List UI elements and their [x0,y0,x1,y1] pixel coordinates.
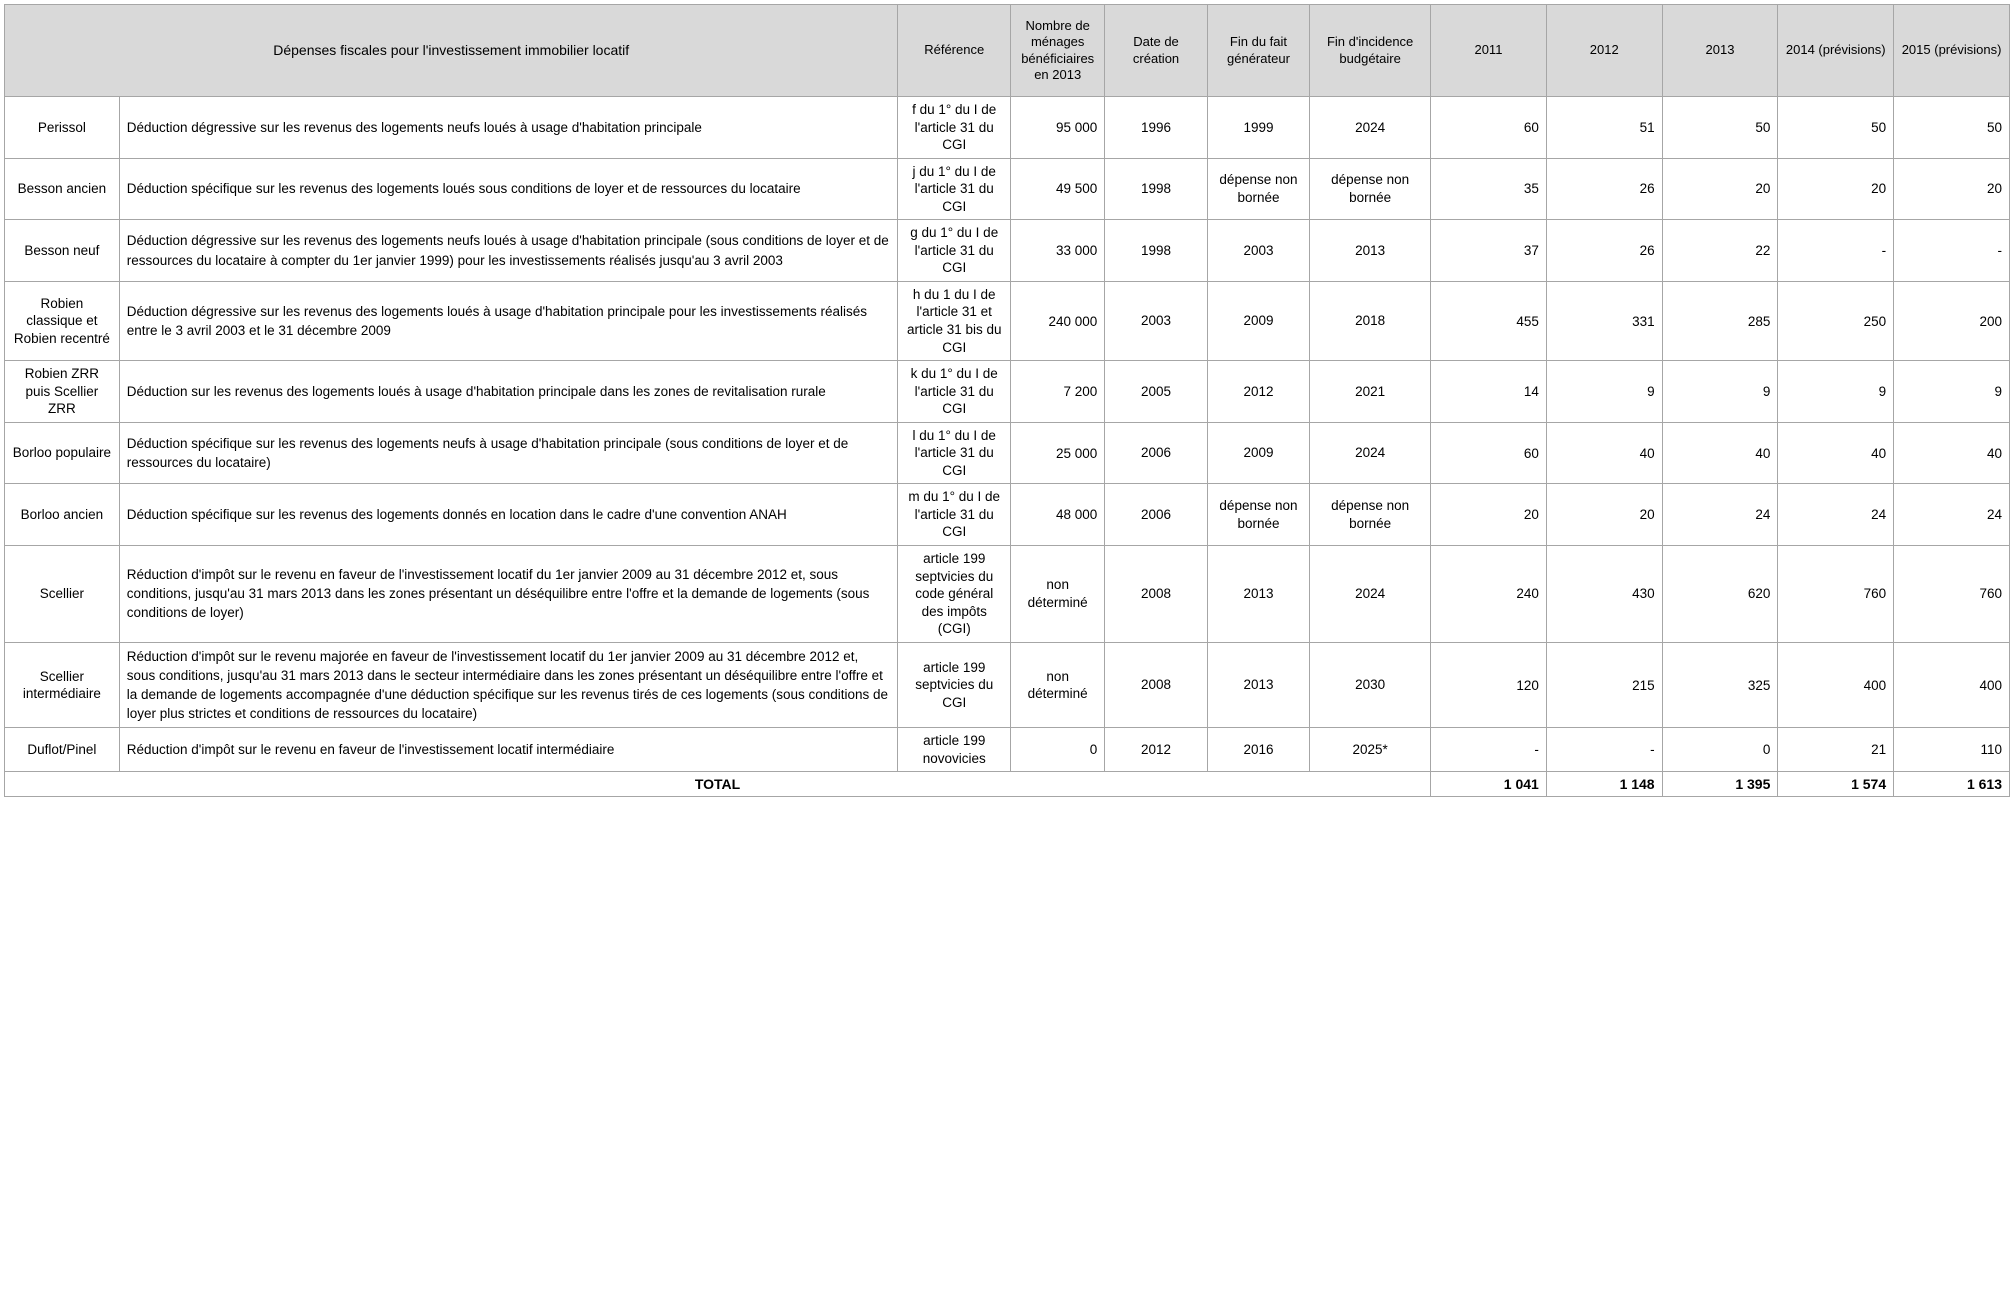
table-row [5,220,2010,282]
total-value-2013: 1 395 [1662,772,1778,797]
row-name: Robien classique et Robien recentré [5,281,120,360]
row-value-2013: 620 [1662,546,1778,643]
row-name: Borloo ancien [5,484,120,546]
row-description: Réduction d'impôt sur le revenu en faveur de l'investissement locatif du 1er janvier 2009 au 31 décembre 2012 et, sous conditions, jusqu'au 31 mars 2013 dans les zones présentant un déséquilibre entre l'offre et la demande de logements (sous conditions de loyer) [119,546,898,643]
row-fait-generateur: 2013 [1207,642,1309,728]
row-value-2015: 400 [1894,642,2010,728]
row-value-2014: 40 [1778,422,1894,484]
row-households: non déterminé [1011,642,1105,728]
row-value-2013: 24 [1662,484,1778,546]
row-value-2011: 60 [1431,97,1547,159]
table-row [5,97,2010,159]
row-value-2014: 760 [1778,546,1894,643]
row-value-2011: 20 [1431,484,1547,546]
row-reference: article 199 novovicies [898,728,1011,772]
row-fait-generateur: dépense non bornée [1207,158,1309,220]
row-value-2013: 22 [1662,220,1778,282]
row-value-2015: 50 [1894,97,2010,159]
row-incidence: 2021 [1310,361,1431,423]
row-fait-generateur: 2003 [1207,220,1309,282]
table-row [5,728,2010,772]
row-value-2013: 325 [1662,642,1778,728]
table-row [5,422,2010,484]
row-incidence: 2024 [1310,97,1431,159]
row-value-2013: 285 [1662,281,1778,360]
row-description: Déduction spécifique sur les revenus des logements donnés en location dans le cadre d'une convention ANAH [119,484,898,546]
row-value-2011: 120 [1431,642,1547,728]
row-value-2014: 20 [1778,158,1894,220]
total-value-2014: 1 574 [1778,772,1894,797]
header-year-2014: 2014 (prévisions) [1778,5,1894,97]
row-reference: article 199 septvicies du code général des impôts (CGI) [898,546,1011,643]
row-value-2014: 250 [1778,281,1894,360]
row-value-2011: 455 [1431,281,1547,360]
row-creation-date: 1998 [1105,220,1207,282]
row-value-2015: 40 [1894,422,2010,484]
row-value-2014: 50 [1778,97,1894,159]
row-reference: h du 1 du I de l'article 31 et article 31 bis du CGI [898,281,1011,360]
total-value-2011: 1 041 [1431,772,1547,797]
row-value-2014: 400 [1778,642,1894,728]
row-value-2012: 215 [1546,642,1662,728]
row-value-2012: 20 [1546,484,1662,546]
header-year-2012: 2012 [1546,5,1662,97]
row-value-2013: 9 [1662,361,1778,423]
row-creation-date: 2008 [1105,546,1207,643]
header-year-2011: 2011 [1431,5,1547,97]
row-reference: article 199 septvicies du CGI [898,642,1011,728]
row-incidence: 2025* [1310,728,1431,772]
row-description: Réduction d'impôt sur le revenu en faveur de l'investissement locatif intermédiaire [119,728,898,772]
row-reference: g du 1° du I de l'article 31 du CGI [898,220,1011,282]
row-households: 48 000 [1011,484,1105,546]
row-value-2013: 0 [1662,728,1778,772]
row-fait-generateur: 2009 [1207,281,1309,360]
row-name: Scellier [5,546,120,643]
table-row [5,642,2010,728]
row-name: Robien ZRR puis Scellier ZRR [5,361,120,423]
row-value-2013: 20 [1662,158,1778,220]
row-incidence: 2024 [1310,546,1431,643]
row-value-2011: - [1431,728,1547,772]
table-header [5,5,2010,97]
row-creation-date: 2006 [1105,484,1207,546]
row-description: Réduction d'impôt sur le revenu majorée en faveur de l'investissement locatif du 1er janvier 2009 au 31 décembre 2012 et, sous conditions, jusqu'au 31 mars 2013 dans le secteur intermédiaire dans les zones présentant un déséquilibre entre l'offre et la demande de logements accompagnée d'une déduction spécifique sur les revenus tirés de ces logements (sous conditions de loyer plus strictes et conditions de ressources du locataire) [119,642,898,728]
row-description: Déduction spécifique sur les revenus des logements neufs à usage d'habitation principale (sous conditions de loyer et de ressources du locataire) [119,422,898,484]
header-creation-date: Date de création [1105,5,1207,97]
row-households: 7 200 [1011,361,1105,423]
row-creation-date: 2008 [1105,642,1207,728]
row-value-2014: 24 [1778,484,1894,546]
row-value-2013: 50 [1662,97,1778,159]
row-incidence: 2013 [1310,220,1431,282]
row-households: 49 500 [1011,158,1105,220]
row-value-2015: 200 [1894,281,2010,360]
row-incidence: 2024 [1310,422,1431,484]
header-fait-generateur: Fin du fait générateur [1207,5,1309,97]
row-incidence: dépense non bornée [1310,484,1431,546]
row-value-2012: 430 [1546,546,1662,643]
row-incidence: 2030 [1310,642,1431,728]
fiscal-expenses-table [4,4,2010,797]
row-value-2015: 24 [1894,484,2010,546]
row-creation-date: 1996 [1105,97,1207,159]
row-creation-date: 1998 [1105,158,1207,220]
header-year-2015: 2015 (prévisions) [1894,5,2010,97]
row-value-2014: 9 [1778,361,1894,423]
row-households: 25 000 [1011,422,1105,484]
row-value-2015: 110 [1894,728,2010,772]
table-row [5,158,2010,220]
row-value-2012: - [1546,728,1662,772]
header-year-2013: 2013 [1662,5,1778,97]
row-value-2011: 240 [1431,546,1547,643]
header-title: Dépenses fiscales pour l'investissement immobilier locatif [5,5,898,97]
row-reference: j du 1° du I de l'article 31 du CGI [898,158,1011,220]
header-households: Nombre de ménages bénéficiaires en 2013 [1011,5,1105,97]
row-name: Borloo populaire [5,422,120,484]
row-name: Perissol [5,97,120,159]
table-row [5,281,2010,360]
row-description: Déduction spécifique sur les revenus des logements loués sous conditions de loyer et de ressources du locataire [119,158,898,220]
row-value-2014: 21 [1778,728,1894,772]
total-label: TOTAL [5,772,1431,797]
row-name: Besson neuf [5,220,120,282]
row-value-2011: 35 [1431,158,1547,220]
row-description: Déduction dégressive sur les revenus des logements neufs loués à usage d'habitation principale (sous conditions de loyer et de ressources du locataire à compter du 1er janvier 1999) pour les investissements réalisés jusqu'au 3 avril 2003 [119,220,898,282]
row-fait-generateur: 2009 [1207,422,1309,484]
row-reference: l du 1° du I de l'article 31 du CGI [898,422,1011,484]
row-value-2014: - [1778,220,1894,282]
row-description: Déduction dégressive sur les revenus des logements loués à usage d'habitation principale pour les investissements réalisés entre le 3 avril 2003 et le 31 décembre 2009 [119,281,898,360]
row-value-2012: 26 [1546,158,1662,220]
row-fait-generateur: 2016 [1207,728,1309,772]
table-row [5,546,2010,643]
table-body [5,97,2010,797]
row-value-2011: 14 [1431,361,1547,423]
row-value-2012: 40 [1546,422,1662,484]
header-incidence-budgetaire: Fin d'incidence budgétaire [1310,5,1431,97]
row-households: 0 [1011,728,1105,772]
row-households: 33 000 [1011,220,1105,282]
header-row [5,5,2010,97]
row-value-2015: 9 [1894,361,2010,423]
row-households: 95 000 [1011,97,1105,159]
row-fait-generateur: 1999 [1207,97,1309,159]
table-row [5,361,2010,423]
row-reference: f du 1° du I de l'article 31 du CGI [898,97,1011,159]
table-row [5,484,2010,546]
row-creation-date: 2003 [1105,281,1207,360]
row-creation-date: 2006 [1105,422,1207,484]
row-households: non déterminé [1011,546,1105,643]
row-value-2012: 331 [1546,281,1662,360]
row-fait-generateur: 2012 [1207,361,1309,423]
row-households: 240 000 [1011,281,1105,360]
row-description: Déduction dégressive sur les revenus des logements neufs loués à usage d'habitation principale [119,97,898,159]
row-creation-date: 2005 [1105,361,1207,423]
row-value-2013: 40 [1662,422,1778,484]
row-value-2012: 9 [1546,361,1662,423]
row-reference: m du 1° du I de l'article 31 du CGI [898,484,1011,546]
row-fait-generateur: dépense non bornée [1207,484,1309,546]
row-value-2012: 26 [1546,220,1662,282]
row-value-2011: 37 [1431,220,1547,282]
row-reference: k du 1° du I de l'article 31 du CGI [898,361,1011,423]
row-value-2015: 20 [1894,158,2010,220]
row-name: Scellier intermédiaire [5,642,120,728]
row-name: Besson ancien [5,158,120,220]
row-description: Déduction sur les revenus des logements loués à usage d'habitation principale dans les zones de revitalisation rurale [119,361,898,423]
header-reference: Référence [898,5,1011,97]
total-value-2015: 1 613 [1894,772,2010,797]
total-row [5,772,2010,797]
row-value-2015: - [1894,220,2010,282]
total-value-2012: 1 148 [1546,772,1662,797]
row-fait-generateur: 2013 [1207,546,1309,643]
row-creation-date: 2012 [1105,728,1207,772]
row-value-2011: 60 [1431,422,1547,484]
row-name: Duflot/Pinel [5,728,120,772]
row-value-2015: 760 [1894,546,2010,643]
row-value-2012: 51 [1546,97,1662,159]
row-incidence: dépense non bornée [1310,158,1431,220]
row-incidence: 2018 [1310,281,1431,360]
